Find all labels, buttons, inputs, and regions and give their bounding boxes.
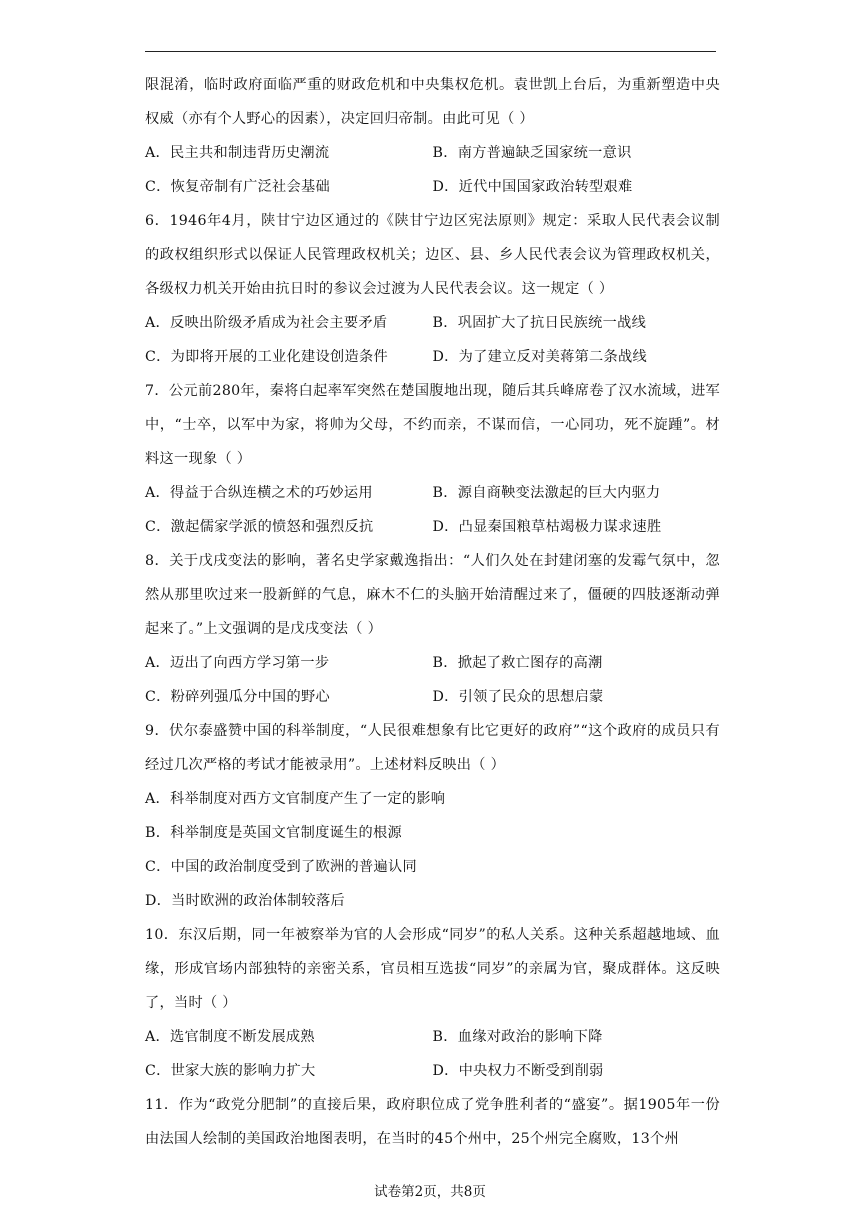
question-5-options-row-2 xyxy=(145,170,720,204)
question-10-stem: 10．东汉后期，同一年被察举为官的人会形成“同岁”的私人关系。这种关系超越地域、血缘，形成官场内部独特的亲密关系，官员相互选拔“同岁”的亲属为官，聚成群体。这反映了，当时（ ） xyxy=(145,927,720,1011)
option: B．南方普遍缺乏国家统一意识 xyxy=(432,145,632,161)
option: B．源自商鞅变法激起的巨大内驱力 xyxy=(432,485,661,501)
option: C．世家大族的影响力扩大 xyxy=(145,1063,316,1079)
option: D．当时欧洲的政治体制较落后 xyxy=(145,893,346,909)
option: C．恢复帝制有广泛社会基础 xyxy=(145,179,331,195)
question-8-stem: 8．关于戊戌变法的影响，著名史学家戴逸指出：“人们久处在封建闭塞的发霉气氛中，忽然从那里吹过来一股新鲜的气息，麻木不仁的头脑开始清醒过来了，僵硬的四肢逐渐动弹起来了。”上文强调的是戊戌变法（ ） xyxy=(145,553,720,637)
question-6-options-row-1 xyxy=(145,306,720,340)
header-rule xyxy=(145,51,716,52)
page-content xyxy=(145,68,720,1156)
question-7-options-row-1 xyxy=(145,476,720,510)
question-7-options-row-2 xyxy=(145,510,720,544)
question-5-options-row-1 xyxy=(145,136,720,170)
option: D．为了建立反对美蒋第二条战线 xyxy=(432,349,648,365)
question-8-options-row-2 xyxy=(145,680,720,714)
question-9-stem: 9．伏尔泰盛赞中国的科举制度，“人民很难想象有比它更好的政府”“这个政府的成员只有经过几次严格的考试才能被录用”。上述材料反映出（ ） xyxy=(145,723,720,773)
question-6-stem: 6．1946年4月，陕甘宁边区通过的《陕甘宁边区宪法原则》规定：采取人民代表会议制的政权组织形式以保证人民管理政权机关；边区、县、乡人民代表会议为管理政权机关，各级权力机关开始由抗日时的参议会过渡为人民代表会议。这一规定（ ） xyxy=(145,213,720,297)
option: D．近代中国国家政治转型艰难 xyxy=(432,179,633,195)
page-footer: 试卷第2页，共8页 xyxy=(374,1184,486,1200)
option: D．引领了民众的思想启蒙 xyxy=(432,689,604,705)
option: C．粉碎列强瓜分中国的野心 xyxy=(145,689,331,705)
question-11-stem: 11．作为“政党分肥制”的直接后果，政府职位成了党争胜利者的“盛宴”。据1905年一份由法国人绘制的美国政治地图表明，在当时的45个州中，25个州完全腐败，13个州 xyxy=(145,1097,720,1147)
option: A．科举制度对西方文官制度产生了一定的影响 xyxy=(145,791,446,807)
option: A．选官制度不断发展成熟 xyxy=(145,1029,315,1045)
option: A．民主共和制违背历史潮流 xyxy=(145,145,330,161)
option: A．迈出了向西方学习第一步 xyxy=(145,655,330,671)
option: C．中国的政治制度受到了欧洲的普遍认同 xyxy=(145,859,417,875)
option: B．掀起了救亡图存的高潮 xyxy=(432,655,603,671)
question-6-options-row-2 xyxy=(145,340,720,374)
option: D．中央权力不断受到削弱 xyxy=(432,1063,604,1079)
question-8-options-row-1 xyxy=(145,646,720,680)
question-10-options-row-1 xyxy=(145,1020,720,1054)
option: B．科举制度是英国文官制度诞生的根源 xyxy=(145,825,403,841)
question-7-stem: 7．公元前280年，秦将白起率军突然在楚国腹地出现，随后其兵峰席卷了汉水流域，进军中，“士卒，以军中为家，将帅为父母，不约而亲，不谋而信，一心同功，死不旋踵”。材料这一现象（ ） xyxy=(145,383,720,467)
option: B．巩固扩大了抗日民族统一战线 xyxy=(432,315,647,331)
option: C．为即将开展的工业化建设创造条件 xyxy=(145,349,388,365)
option: A．反映出阶级矛盾成为社会主要矛盾 xyxy=(145,315,388,331)
option: A．得益于合纵连横之术的巧妙运用 xyxy=(145,485,373,501)
option: C．激起儒家学派的愤怒和强烈反抗 xyxy=(145,519,374,535)
option: D．凸显秦国粮草枯竭极力谋求速胜 xyxy=(432,519,662,535)
question-10-options-row-2 xyxy=(145,1054,720,1088)
question-5-stem: 限混淆，临时政府面临严重的财政危机和中央集权危机。袁世凯上台后，为重新塑造中央权威（亦有个人野心的因素），决定回归帝制。由此可见（ ） xyxy=(145,77,720,127)
option: B．血缘对政治的影响下降 xyxy=(432,1029,603,1045)
